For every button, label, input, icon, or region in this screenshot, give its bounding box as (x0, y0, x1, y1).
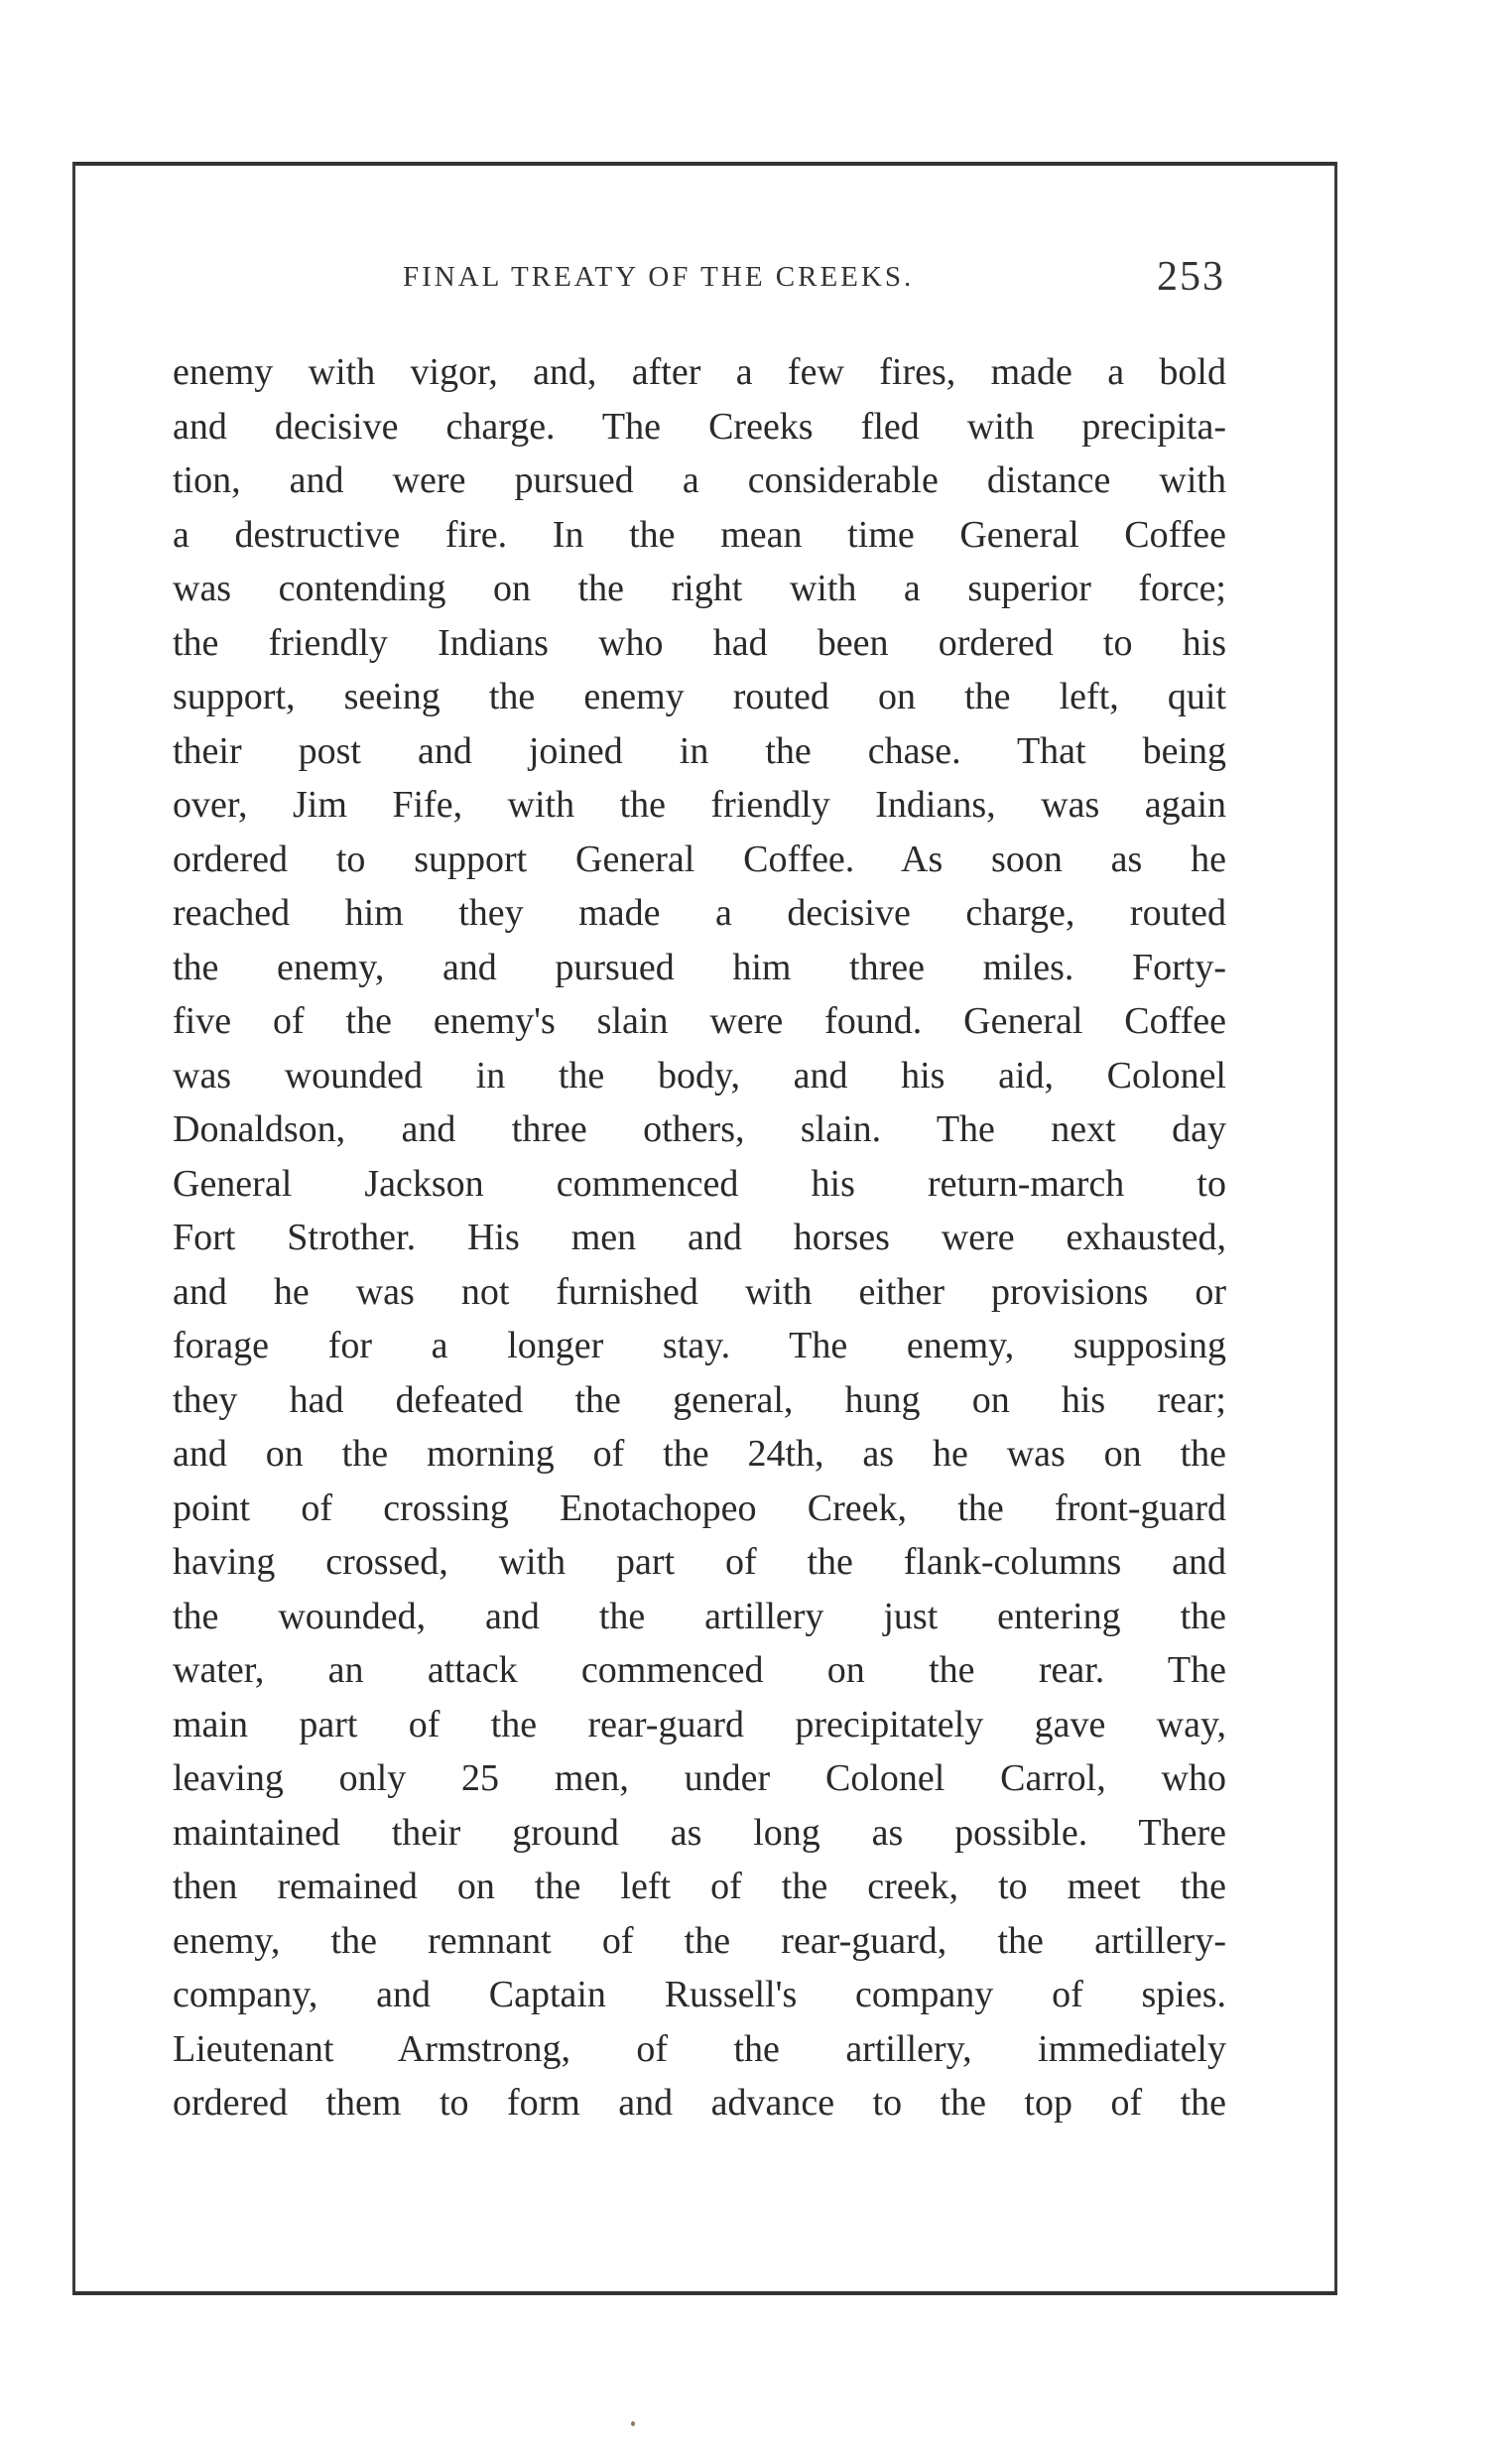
text-line: then remained on the left of the creek, to meet the (173, 1866, 1226, 1907)
text-line: having crossed, with part of the flank-columns and (173, 1541, 1226, 1583)
text-line: tion, and were pursued a considerable distance with (173, 459, 1226, 501)
text-line: Donaldson, and three others, slain. The next day (173, 1108, 1226, 1150)
text-line: water, an attack commenced on the rear. The (173, 1649, 1226, 1691)
paper-speck (631, 2421, 635, 2426)
text-line: and he was not furnished with either provisions or (173, 1270, 1226, 1313)
text-line: their post and joined in the chase. That being (173, 729, 1226, 772)
text-line: ordered to support General Coffee. As soon as he (173, 838, 1226, 880)
text-line: was contending on the right with a superior force; (173, 568, 1226, 609)
text-line: ordered them to form and advance to the top of the (173, 2082, 1226, 2124)
text-line: support, seeing the enemy routed on the left, quit (173, 676, 1226, 717)
running-head (0, 253, 1512, 313)
text-line: Fort Strother. His men and horses were exhausted, (173, 1217, 1226, 1258)
text-line: reached him they made a decisive charge, routed (173, 892, 1226, 934)
text-line: they had defeated the general, hung on his rear; (173, 1378, 1226, 1421)
body-text (173, 345, 1226, 2130)
text-line: the wounded, and the artillery just entering the (173, 1595, 1226, 1637)
text-line: enemy, the remnant of the rear-guard, the artillery- (173, 1919, 1226, 1962)
text-line: point of crossing Enotachopeo Creek, the front-guard (173, 1486, 1226, 1529)
text-line: enemy with vigor, and, after a few fires, made a bold (173, 351, 1226, 393)
text-line: five of the enemy's slain were found. General Coffee (173, 1000, 1226, 1042)
text-line: maintained their ground as long as possible. There (173, 1811, 1226, 1854)
running-title: FINAL TREATY OF THE CREEKS. (403, 261, 915, 293)
text-line: Lieutenant Armstrong, of the artillery, immediately (173, 2027, 1226, 2070)
text-line: company, and Captain Russell's company of spies. (173, 1974, 1226, 2015)
text-line: General Jackson commenced his return-march to (173, 1162, 1226, 1205)
text-line: the enemy, and pursued him three miles. Forty- (173, 946, 1226, 988)
text-line: was wounded in the body, and his aid, Colonel (173, 1054, 1226, 1097)
text-line: the friendly Indians who had been ordered to his (173, 621, 1226, 664)
text-line: forage for a longer stay. The enemy, supposing (173, 1325, 1226, 1366)
text-line: leaving only 25 men, under Colonel Carrol, who (173, 1757, 1226, 1799)
text-line: a destructive fire. In the mean time General Coffee (173, 513, 1226, 556)
text-line: main part of the rear-guard precipitately gave way, (173, 1703, 1226, 1745)
text-line: and on the morning of the 24th, as he was on the (173, 1433, 1226, 1475)
text-line: over, Jim Fife, with the friendly Indians, was again (173, 784, 1226, 826)
text-line: and decisive charge. The Creeks fled with precipita- (173, 405, 1226, 448)
page-number: 253 (1157, 254, 1225, 300)
